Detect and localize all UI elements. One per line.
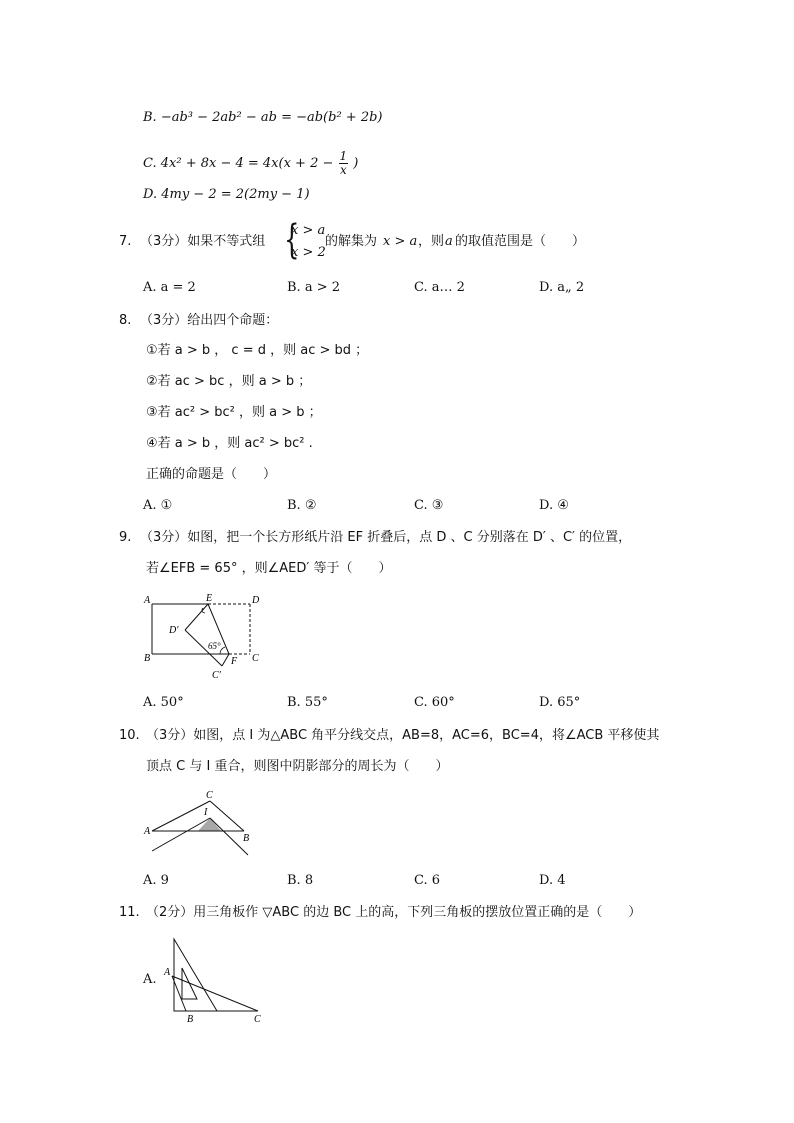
- q10-stem-line1: （3分）如图，点 I 为△ABC 角平分线交点，AB=8，AC=6，BC=4，将∠ACB 平移使其: [146, 728, 660, 743]
- q10-side-ac: [152, 801, 210, 831]
- q7-stem-post: ，则: [418, 234, 445, 249]
- q7-option-b: B. a > 2: [287, 280, 340, 295]
- q10-stem-line2: 顶点 C 与 I 重合，则图中阴影部分的周长为（ ）: [146, 759, 449, 774]
- q7-system-line1: x > a: [291, 223, 326, 238]
- q9-option-b: B. 55°: [287, 695, 328, 710]
- q10-number: 10.: [119, 728, 140, 743]
- q8-option-b: B. ②: [287, 498, 317, 513]
- q11-set-square-outer: [174, 939, 217, 1011]
- q11-figure-a: [158, 935, 268, 1025]
- q7-system-line2: x > 2: [291, 245, 326, 260]
- q8-option-d: D. ④: [539, 498, 569, 513]
- q11-label-b: B: [187, 1014, 194, 1025]
- q9-label-c: C: [252, 653, 259, 664]
- q9-stem-line1: （3分）如图，把一个长方形纸片沿 EF 折叠后，点 D 、C 分别落在 D′ 、C′ 的位置，: [140, 530, 632, 545]
- q7-system-brace: {: [284, 217, 300, 263]
- q10-label-a: A: [144, 826, 151, 837]
- q8-proposition-4: ④若 a > b ，则 ac² > bc² .: [146, 436, 313, 451]
- q6-option-b: B. −ab³ − 2ab² − ab = −ab(b² + 2b): [143, 110, 383, 125]
- q7-option-d: D. a„ 2: [539, 280, 585, 295]
- q8-option-a: A. ①: [143, 498, 173, 513]
- q10-option-b: B. 8: [287, 873, 314, 888]
- q7-variable: a: [445, 234, 453, 249]
- q9-label-c-prime: C′: [212, 670, 221, 681]
- q8-question: 正确的命题是（ ）: [146, 467, 277, 482]
- q7-number: 7.: [119, 234, 132, 249]
- q7-stem-mid: 的解集为: [325, 234, 378, 249]
- q6-option-c-close: ): [353, 156, 359, 171]
- q9-label-b: B: [144, 653, 151, 664]
- q9-label-a: A: [144, 595, 151, 606]
- q11-option-a-label: A.: [143, 972, 157, 987]
- q9-stem-line2: 若∠EFB = 65° ，则∠AED′ 等于（ ）: [146, 561, 392, 576]
- q6-option-d: D. 4my − 2 = 2(2my − 1): [143, 187, 310, 202]
- q6-fraction-numerator: 1: [339, 149, 348, 163]
- q9-option-d: D. 65°: [539, 695, 581, 710]
- q6-option-c: [143, 150, 358, 177]
- q8-stem: （3分）给出四个命题：: [140, 313, 279, 328]
- q8-proposition-2: ②若 ac > bc ，则 a > b ；: [146, 374, 312, 389]
- q8-option-c: C. ③: [414, 498, 444, 513]
- q9-label-f: F: [231, 656, 238, 667]
- q6-option-c-fraction: [339, 150, 349, 177]
- q8-proposition-3: ③若 ac² > bc² ，则 a > b ；: [146, 405, 322, 420]
- q8-number: 8.: [119, 313, 132, 328]
- q9-label-e: E: [206, 593, 213, 604]
- q10-label-b: B: [243, 833, 250, 844]
- q7-stem-end: 的取值范围是（ ）: [455, 234, 586, 249]
- q6-option-c-text: C. 4x² + 8x − 4 = 4x(x + 2 −: [143, 156, 334, 171]
- q9-label-angle: 65°: [208, 641, 221, 651]
- q9-option-a: A. 50°: [143, 695, 184, 710]
- q9-figure: [140, 590, 270, 682]
- q10-option-a: A. 9: [143, 873, 169, 888]
- q9-edge-cprime-f: [222, 654, 229, 666]
- q10-label-i: I: [204, 807, 208, 818]
- q7-stem-pre: （3分）如果不等式组: [140, 234, 266, 249]
- q8-proposition-1: ①若 a > b ， c = d ，则 ac > bd ；: [146, 343, 369, 358]
- q10-figure: [142, 788, 262, 858]
- q7-solution: x > a: [383, 234, 418, 249]
- q10-option-d: D. 4: [539, 873, 566, 888]
- q10-translated-side-left: [152, 818, 210, 851]
- q11-label-a: A: [164, 967, 171, 978]
- q9-label-d-prime: D′: [169, 625, 179, 636]
- q9-edge-ed-prime: [185, 604, 208, 630]
- q10-shaded-region: [198, 818, 221, 831]
- q7-option-c: C. a… 2: [414, 280, 465, 295]
- q10-option-c: C. 6: [414, 873, 441, 888]
- q10-label-c: C: [206, 790, 213, 801]
- q9-angle-arc-f: [220, 647, 225, 654]
- q9-option-c: C. 60°: [414, 695, 455, 710]
- q7-option-a: A. a = 2: [143, 280, 196, 295]
- q11-number: 11.: [119, 905, 140, 920]
- q9-number: 9.: [119, 530, 132, 545]
- q11-label-c: C: [254, 1014, 261, 1025]
- q6-fraction-denominator: x: [339, 163, 347, 177]
- q11-triangle-side-ac: [172, 976, 258, 1011]
- q11-stem: （2分）用三角板作 ▽ABC 的边 BC 上的高，下列三角板的摆放位置正确的是（ ）: [146, 905, 642, 920]
- q9-label-d: D: [252, 595, 260, 606]
